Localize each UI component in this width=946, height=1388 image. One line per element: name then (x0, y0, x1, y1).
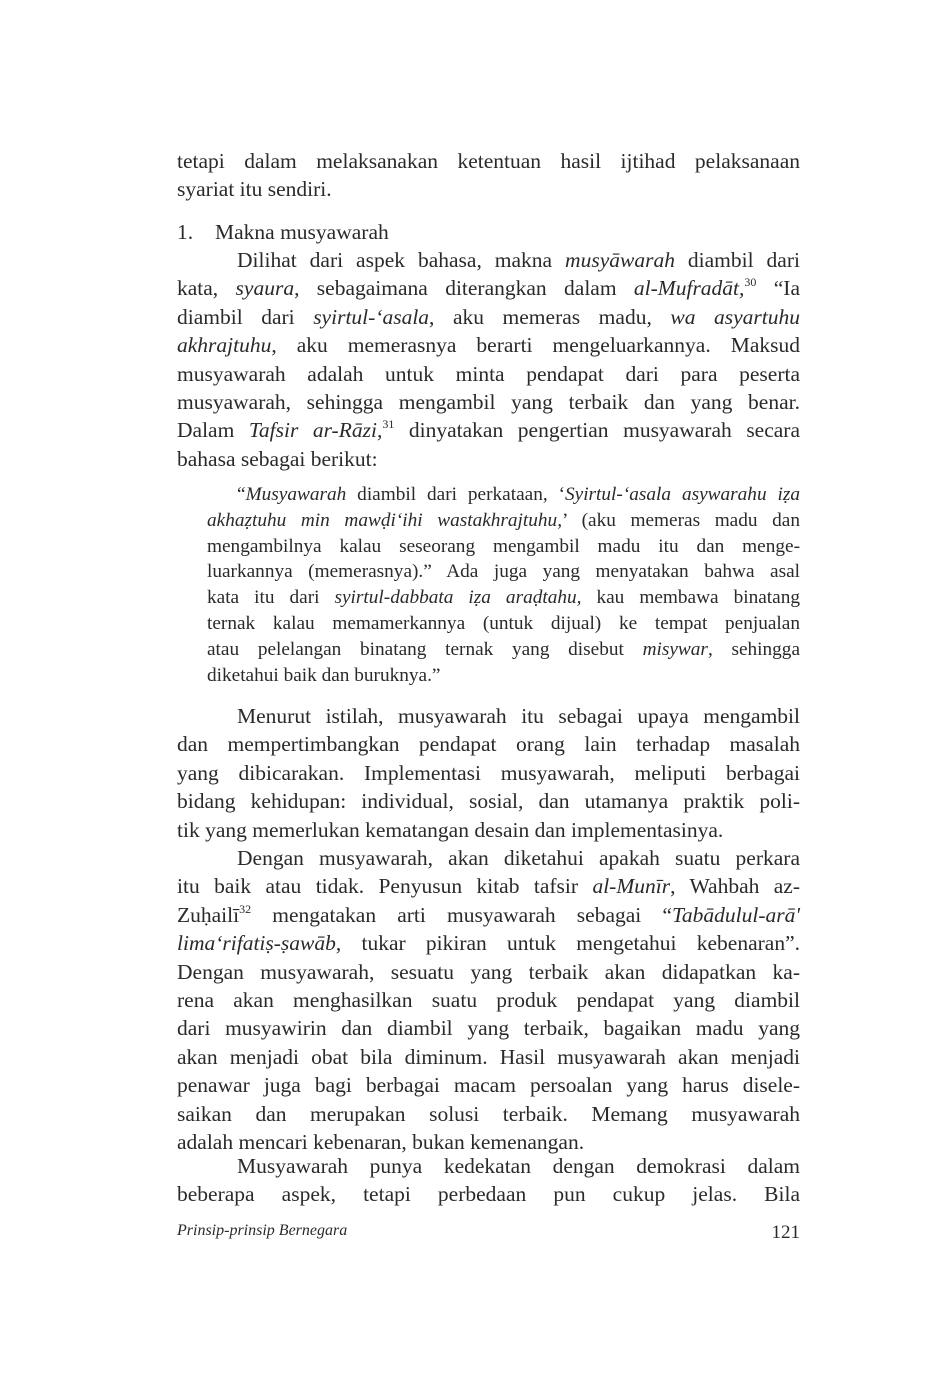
text-run: , tukar pikiran untuk mengetahui kebenaran”. (335, 931, 800, 956)
text-run: Dilihat dari aspek bahasa, makna (237, 248, 566, 272)
text-line (177, 1152, 800, 1180)
text-line (177, 1071, 800, 1099)
text-line (207, 508, 800, 534)
text-run: atau pelelangan binatang ternak yang disebut (207, 638, 643, 660)
italic-term: lima‘rifatiṣ-ṣawāb (177, 931, 336, 956)
footnote-ref: 31 (382, 417, 395, 432)
text-run: Dalam (177, 418, 249, 443)
text-line (177, 844, 800, 872)
text-line (207, 534, 800, 560)
text-run: ternak kalau memamerkannya (untuk dijual) ke tempat penjualan (207, 612, 800, 634)
text-run: mengambilnya kalau seseorang mengambil madu itu dan menge- (207, 535, 800, 557)
text-run: , sebagaimana diterangkan dalam (294, 276, 634, 301)
italic-term: syaura (235, 276, 295, 301)
text-line (207, 482, 800, 508)
text-run: “Ia (756, 276, 801, 301)
text-run: “ (237, 484, 246, 505)
text-line (177, 929, 800, 957)
text-line (177, 1014, 800, 1042)
footnote-ref: 30 (744, 275, 757, 290)
text-run: syariat itu sendiri. (177, 177, 332, 202)
paragraph-3 (177, 844, 800, 1156)
paragraph-1 (177, 246, 800, 473)
paragraph-2 (177, 702, 800, 844)
text-line (177, 872, 800, 900)
text-line (207, 663, 800, 689)
text-line (177, 218, 800, 246)
text-run: bahasa sebagai berikut: (177, 446, 378, 471)
text-run: bidang kehidupan: individual, sosial, dan utamanya praktik poli- (177, 789, 800, 814)
text-line (177, 445, 800, 473)
italic-term: akhaẓtuhu min mawḍi‘ihi wastakhrajtuhu, (207, 509, 563, 531)
text-run: tetapi dalam melaksanakan ketentuan hasil ijtihad pelaksanaan (177, 149, 800, 173)
text-run: dinyatakan pengertian musyawarah secara (394, 418, 801, 443)
italic-term: wa asyartuhu (670, 304, 800, 329)
text-run: , aku memeras madu, (429, 304, 671, 329)
text-run: Menurut istilah, musyawarah itu sebagai upaya mengambil (237, 704, 800, 728)
text-run: Musyawarah punya kedekatan dengan demokrasi dalam (237, 1154, 800, 1178)
text-line (177, 1180, 800, 1208)
text-run: , sehingga (707, 638, 800, 660)
italic-term: al-Munīr (592, 874, 671, 899)
page-number: 121 (771, 1222, 800, 1243)
text-run: Dengan musyawarah, sesuatu yang terbaik akan didapatkan ka- (177, 959, 800, 984)
block-quote (207, 482, 800, 688)
text-run: beberapa aspek, tetapi perbedaan pun cukup jelas. Bila (177, 1182, 800, 1207)
text-run: mengatakan arti musyawarah sebagai “ (251, 902, 672, 927)
text-run: akan menjadi obat bila diminum. Hasil musyawarah akan menjadi (177, 1044, 800, 1069)
text-run: diambil dari perkataan, ‘ (346, 484, 565, 505)
text-run: rena akan menghasilkan suatu produk pendapat yang diambil (177, 987, 800, 1012)
text-line (177, 986, 800, 1014)
text-run: Dengan musyawarah, akan diketahui apakah suatu perkara (237, 846, 800, 870)
footnote-ref: 32 (239, 901, 252, 916)
section-number: 1. (177, 220, 194, 244)
text-line (177, 816, 800, 844)
italic-term: musyāwarah (565, 248, 675, 272)
text-line (207, 611, 800, 637)
italic-term: Tafsir ar-Rāzi, (248, 418, 383, 443)
italic-term: Musyawarah (245, 484, 347, 505)
text-line (177, 416, 800, 444)
text-run: dari musyawirin dan diambil yang terbaik, bagaikan madu yang (177, 1016, 800, 1041)
page-footer (177, 1222, 800, 1244)
text-line (177, 901, 800, 929)
text-run: kata itu dari (207, 587, 335, 609)
text-line (177, 1043, 800, 1071)
text-line (207, 559, 800, 585)
text-run: diambil dari (177, 304, 314, 329)
text-run: adalah mencari kebenaran, bukan kemenangan. (177, 1129, 585, 1154)
italic-term: akhrajtuhu (177, 333, 272, 358)
text-run: yang dibicarakan. Implementasi musyawarah, meliputi berbagai (177, 760, 800, 785)
text-line (177, 360, 800, 388)
italic-term: Syirtul-‘asala asywarahu iẓa (565, 484, 801, 505)
italic-term: Tabādulul-arā' (671, 902, 800, 927)
text-run: tik yang memerlukan kematangan desain dan implementasinya. (177, 817, 724, 842)
italic-term: al-Mufradāt, (633, 276, 745, 301)
intro-continuation (177, 147, 800, 204)
text-line (177, 147, 800, 175)
text-run: Makna musyawarah (215, 220, 389, 244)
running-title: Prinsip-prinsip Bernegara (177, 1222, 348, 1239)
text-run: kata, (177, 276, 236, 301)
text-line (207, 585, 800, 611)
text-run: saikan dan merupakan solusi terbaik. Memang musyawarah (177, 1101, 800, 1126)
text-run: musyawarah, sehingga mengambil yang terbaik dan yang benar. (177, 389, 800, 414)
italic-term: syirtul-‘asala (313, 304, 430, 329)
text-line (177, 246, 800, 274)
text-run: diketahui baik dan buruknya.” (207, 664, 441, 686)
text-run: , aku memerasnya berarti mengeluarkannya. Maksud (271, 333, 800, 358)
italic-term: misywar (642, 638, 708, 660)
paragraph-4 (177, 1152, 800, 1209)
text-line (177, 958, 800, 986)
text-line (177, 175, 800, 203)
text-run: diambil dari (674, 248, 800, 272)
italic-term: syirtul-dabbata iẓa araḍtahu, (334, 587, 582, 609)
text-run: penawar juga bagi berbagai macam persoalan yang harus disele- (177, 1073, 800, 1098)
text-line (177, 388, 800, 416)
text-run: dan mempertimbangkan pendapat orang lain terhadap masalah (177, 732, 800, 757)
text-run: Zuḥailī (177, 902, 240, 927)
text-line (177, 759, 800, 787)
text-line (177, 274, 800, 302)
text-run: musyawarah adalah untuk minta pendapat dari para peserta (177, 361, 800, 386)
text-line (177, 702, 800, 730)
text-line (177, 303, 800, 331)
text-run: , Wahbah az- (670, 874, 801, 899)
text-line (177, 730, 800, 758)
text-run: ’ (aku memeras madu dan (562, 509, 800, 531)
text-run: itu baik atau tidak. Penyusun kitab tafsir (177, 874, 593, 899)
text-line (177, 331, 800, 359)
text-line (177, 787, 800, 815)
text-line (177, 1100, 800, 1128)
text-line (207, 637, 800, 663)
text-run: kau membawa binatang (581, 587, 800, 609)
text-run: luarkannya (memerasnya).” Ada juga yang menyatakan bahwa asal (207, 561, 800, 583)
section-heading (177, 218, 800, 246)
